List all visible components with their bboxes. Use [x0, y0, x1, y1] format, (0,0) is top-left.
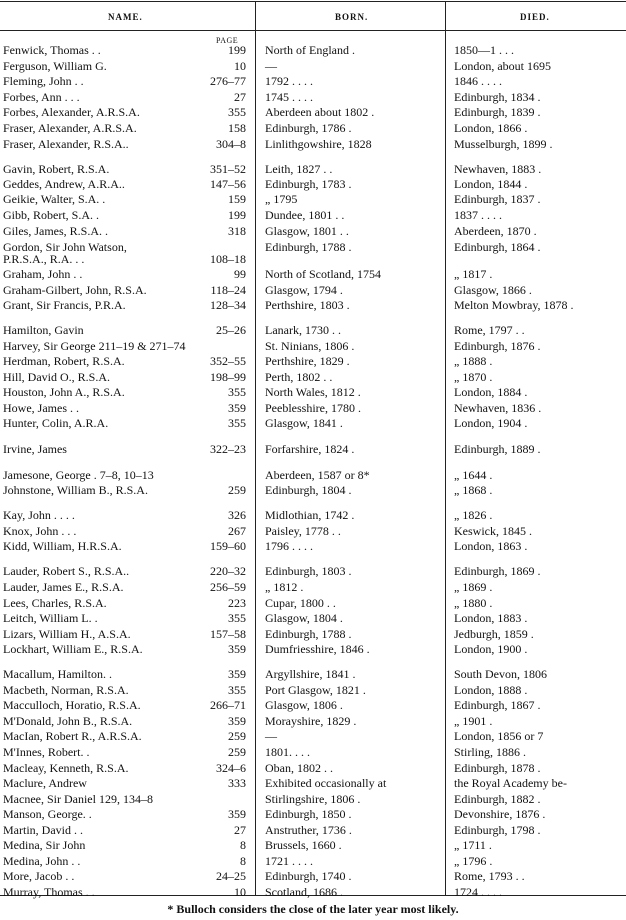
row-died: Edinburgh, 1876 .	[454, 339, 541, 353]
row-name: Macculloch, Horatio, R.S.A.	[3, 698, 141, 712]
row-died: 1837 . . . .	[454, 208, 502, 222]
row-born: Midlothian, 1742 .	[265, 508, 355, 522]
row-name: Forbes, Ann . . .	[3, 90, 80, 104]
row-born: Edinburgh, 1740 .	[265, 869, 352, 883]
row-died: 1850—1 . . .	[454, 43, 514, 57]
row-page: 8	[240, 854, 246, 868]
row-born: —	[265, 59, 277, 73]
row-died: Edinburgh, 1834 .	[454, 90, 541, 104]
row-died: 1724 . . . .	[454, 885, 502, 899]
row-name: Harvey, Sir George 211–19 & 271–74	[3, 339, 186, 353]
row-name: Giles, James, R.S.A. .	[3, 224, 108, 238]
row-page: 99	[234, 267, 246, 281]
row-died: the Royal Academy be-	[454, 776, 567, 790]
row-born: Forfarshire, 1824 .	[265, 442, 355, 456]
row-name: Kay, John . . . .	[3, 508, 75, 522]
row-died: „ 1711 .	[454, 838, 492, 852]
row-page: 259	[228, 745, 246, 759]
row-name: Martin, David . .	[3, 823, 83, 837]
row-name: M'Innes, Robert. .	[3, 745, 90, 759]
row-born: Glasgow, 1801 . .	[265, 224, 349, 238]
row-died: 1846 . . . .	[454, 74, 502, 88]
row-name: M'Donald, John B., R.S.A.	[3, 714, 133, 728]
row-born: Peeblesshire, 1780 .	[265, 401, 361, 415]
row-page: 322–23	[210, 442, 246, 456]
row-born: St. Ninians, 1806 .	[265, 339, 355, 353]
row-died: „ 1868 .	[454, 483, 493, 497]
row-died: London, about 1695	[454, 59, 551, 73]
row-name: P.R.S.A., R.A. . .	[3, 252, 85, 266]
row-died: „ 1796 .	[454, 854, 493, 868]
footnote: * Bulloch considers the close of the later year most likely.	[167, 902, 459, 916]
row-born: Dumfriesshire, 1846 .	[265, 642, 370, 656]
row-born: Aberdeen, 1587 or 8*	[265, 468, 370, 482]
row-died: London, 1904 .	[454, 416, 528, 430]
row-born: Leith, 1827 . .	[265, 162, 333, 176]
row-died: Rome, 1793 . .	[454, 869, 525, 883]
row-page: 259	[228, 729, 246, 743]
row-died: „ 1826 .	[454, 508, 493, 522]
row-page: 276–77	[210, 74, 246, 88]
row-page: 359	[228, 667, 246, 681]
row-born: 1801. . . .	[265, 745, 310, 759]
row-died: London, 1883 .	[454, 611, 528, 625]
row-died: „ 1870 .	[454, 370, 493, 384]
row-name: Graham, John . .	[3, 267, 83, 281]
row-born: Lanark, 1730 . .	[265, 323, 341, 337]
row-died: London, 1844 .	[454, 177, 528, 191]
row-page: 158	[228, 121, 246, 135]
row-died: Devonshire, 1876 .	[454, 807, 546, 821]
row-died: Edinburgh, 1864 .	[454, 240, 541, 254]
row-name: Macallum, Hamilton. .	[3, 667, 112, 681]
row-page: 359	[228, 714, 246, 728]
row-died: London, 1888 .	[454, 683, 528, 697]
row-name: More, Jacob . .	[3, 869, 75, 883]
row-died: Edinburgh, 1889 .	[454, 442, 541, 456]
row-born: Edinburgh, 1803 .	[265, 564, 352, 578]
row-born: Stirlingshire, 1806 .	[265, 792, 361, 806]
row-page: 159	[228, 192, 246, 206]
row-name: Grant, Sir Francis, P.R.A.	[3, 298, 126, 312]
row-born: Perthshire, 1829 .	[265, 354, 350, 368]
row-name: Lockhart, William E., R.S.A.	[3, 642, 143, 656]
row-page: 326	[228, 508, 246, 522]
row-name: Hunter, Colin, A.R.A.	[3, 416, 109, 430]
row-died: Aberdeen, 1870 .	[454, 224, 537, 238]
row-page: 147–56	[210, 177, 246, 191]
header-page: PAGE	[216, 36, 239, 45]
row-died: „ 1880 .	[454, 596, 493, 610]
row-page: 266–71	[210, 698, 246, 712]
row-born: North Wales, 1812 .	[265, 385, 361, 399]
row-died: Edinburgh, 1878 .	[454, 761, 541, 775]
row-page: 198–99	[210, 370, 246, 384]
row-name: Macnee, Sir Daniel 129, 134–8	[3, 792, 153, 806]
row-born: Argyllshire, 1841 .	[265, 667, 356, 681]
row-born: Edinburgh, 1786 .	[265, 121, 352, 135]
row-name: Gibb, Robert, S.A. .	[3, 208, 99, 222]
row-died: Glasgow, 1866 .	[454, 283, 532, 297]
row-born: Glasgow, 1806 .	[265, 698, 343, 712]
row-died: Edinburgh, 1869 .	[454, 564, 541, 578]
row-born: Morayshire, 1829 .	[265, 714, 357, 728]
row-page: 355	[228, 416, 246, 430]
row-born: 1792 . . . .	[265, 74, 313, 88]
row-name: Fraser, Alexander, A.R.S.A.	[3, 121, 137, 135]
row-died: „ 1888 .	[454, 354, 493, 368]
row-died: London, 1866 .	[454, 121, 528, 135]
row-name: Macleay, Kenneth, R.S.A.	[3, 761, 129, 775]
row-died: „ 1817 .	[454, 267, 493, 281]
row-name: Forbes, Alexander, A.R.S.A.	[3, 105, 140, 119]
row-page: 304–8	[216, 137, 246, 151]
row-name: Lizars, William H., A.S.A.	[3, 627, 131, 641]
row-name: Knox, John . . .	[3, 524, 77, 538]
row-page: 355	[228, 385, 246, 399]
row-born: Port Glasgow, 1821 .	[265, 683, 366, 697]
row-died: Edinburgh, 1882 .	[454, 792, 541, 806]
row-page: 199	[228, 43, 246, 57]
row-name: Leitch, William L. .	[3, 611, 98, 625]
row-name: Fraser, Alexander, R.S.A..	[3, 137, 129, 151]
row-page: 10	[234, 885, 246, 899]
row-died: Edinburgh, 1839 .	[454, 105, 541, 119]
row-page: 352–55	[210, 354, 246, 368]
row-died: Stirling, 1886 .	[454, 745, 527, 759]
row-name: Lauder, James E., R.S.A.	[3, 580, 124, 594]
top-rule	[0, 1, 626, 2]
row-born: 1721 . . . .	[265, 854, 313, 868]
row-name: Lees, Charles, R.S.A.	[3, 596, 107, 610]
row-page: 359	[228, 401, 246, 415]
row-name: Macbeth, Norman, R.S.A.	[3, 683, 129, 697]
row-born: Edinburgh, 1783 .	[265, 177, 352, 191]
row-died: Musselburgh, 1899 .	[454, 137, 553, 151]
row-name: Ferguson, William G.	[3, 59, 107, 73]
column-divider-born-died	[445, 1, 446, 895]
row-name: Graham-Gilbert, John, R.S.A.	[3, 283, 147, 297]
row-born: Edinburgh, 1804 .	[265, 483, 352, 497]
header-died: DIED.	[520, 12, 550, 22]
row-born: Exhibited occasionally at	[265, 776, 387, 790]
row-name: Houston, John A., R.S.A.	[3, 385, 125, 399]
row-name: Murray, Thomas . .	[3, 885, 95, 899]
row-page: 324–6	[216, 761, 246, 775]
row-page: 267	[228, 524, 246, 538]
row-name: Gordon, Sir John Watson,	[3, 240, 127, 254]
row-page: 159–60	[210, 539, 246, 553]
row-page: 318	[228, 224, 246, 238]
row-page: 355	[228, 611, 246, 625]
row-name: Manson, George. .	[3, 807, 92, 821]
row-page: 333	[228, 776, 246, 790]
row-born: Linlithgowshire, 1828	[265, 137, 372, 151]
row-born: Scotland, 1686 .	[265, 885, 343, 899]
row-page: 25–26	[216, 323, 246, 337]
row-born: Glasgow, 1804 .	[265, 611, 343, 625]
row-born: Brussels, 1660 .	[265, 838, 342, 852]
row-born: North of Scotland, 1754	[265, 267, 381, 281]
row-born: „ 1812 .	[265, 580, 304, 594]
row-died: Jedburgh, 1859 .	[454, 627, 534, 641]
row-page: 355	[228, 105, 246, 119]
row-name: Maclure, Andrew	[3, 776, 87, 790]
row-name: Hamilton, Gavin	[3, 323, 84, 337]
row-born: Edinburgh, 1788 .	[265, 240, 352, 254]
row-born: —	[265, 729, 277, 743]
row-name: Howe, James . .	[3, 401, 79, 415]
row-page: 256–59	[210, 580, 246, 594]
row-born: Glasgow, 1841 .	[265, 416, 343, 430]
row-name: Medina, John . .	[3, 854, 81, 868]
row-name: MacIan, Robert R., A.R.S.A.	[3, 729, 142, 743]
row-page: 27	[234, 823, 246, 837]
row-name: Lauder, Robert S., R.S.A..	[3, 564, 130, 578]
row-name: Hill, David O., R.S.A.	[3, 370, 111, 384]
row-name: Gavin, Robert, R.S.A.	[3, 162, 110, 176]
row-page: 223	[228, 596, 246, 610]
row-born: Paisley, 1778 . .	[265, 524, 341, 538]
row-born: Perth, 1802 . .	[265, 370, 333, 384]
row-born: Perthshire, 1803 .	[265, 298, 350, 312]
row-died: Rome, 1797 . .	[454, 323, 525, 337]
row-page: 351–52	[210, 162, 246, 176]
row-name: Fenwick, Thomas . .	[3, 43, 101, 57]
row-died: Newhaven, 1836 .	[454, 401, 542, 415]
row-born: North of England .	[265, 43, 355, 57]
row-name: Johnstone, William B., R.S.A.	[3, 483, 148, 497]
row-born: Anstruther, 1736 .	[265, 823, 352, 837]
row-name: Geikie, Walter, S.A. .	[3, 192, 106, 206]
row-died: Edinburgh, 1798 .	[454, 823, 541, 837]
row-page: 8	[240, 838, 246, 852]
row-born: Glasgow, 1794 .	[265, 283, 343, 297]
row-died: „ 1869 .	[454, 580, 493, 594]
row-died: Newhaven, 1883 .	[454, 162, 542, 176]
row-died: Edinburgh, 1867 .	[454, 698, 541, 712]
row-born: „ 1795	[265, 192, 298, 206]
row-born: Oban, 1802 . .	[265, 761, 333, 775]
row-died: „ 1901 .	[454, 714, 493, 728]
row-page: 220–32	[210, 564, 246, 578]
row-name: Kidd, William, H.R.S.A.	[3, 539, 122, 553]
row-died: Keswick, 1845 .	[454, 524, 532, 538]
row-born: Edinburgh, 1850 .	[265, 807, 352, 821]
row-page: 355	[228, 683, 246, 697]
row-died: South Devon, 1806	[454, 667, 547, 681]
row-born: 1796 . . . .	[265, 539, 313, 553]
row-born: Cupar, 1800 . .	[265, 596, 336, 610]
row-name: Irvine, James	[3, 442, 67, 456]
row-page: 10	[234, 59, 246, 73]
row-page: 128–34	[210, 298, 246, 312]
row-died: Edinburgh, 1837 .	[454, 192, 541, 206]
column-divider-name-born	[255, 1, 256, 895]
row-born: Dundee, 1801 . .	[265, 208, 345, 222]
row-page: 27	[234, 90, 246, 104]
row-page: 108–18	[210, 252, 246, 266]
row-page: 359	[228, 807, 246, 821]
row-born: Aberdeen about 1802 .	[265, 105, 375, 119]
row-page: 118–24	[210, 283, 246, 297]
row-page: 259	[228, 483, 246, 497]
row-born: Edinburgh, 1788 .	[265, 627, 352, 641]
row-died: Melton Mowbray, 1878 .	[454, 298, 574, 312]
row-page: 359	[228, 642, 246, 656]
row-page: 157–58	[210, 627, 246, 641]
row-page: 199	[228, 208, 246, 222]
header-name: NAME.	[108, 12, 143, 22]
header-born: BORN.	[335, 12, 369, 22]
row-died: London, 1856 or 7	[454, 729, 544, 743]
row-name: Jamesone, George . 7–8, 10–13	[3, 468, 154, 482]
row-name: Herdman, Robert, R.S.A.	[3, 354, 125, 368]
row-name: Geddes, Andrew, A.R.A..	[3, 177, 125, 191]
row-name: Fleming, John . .	[3, 74, 84, 88]
row-page: 24–25	[216, 869, 246, 883]
row-died: London, 1863 .	[454, 539, 528, 553]
row-born: 1745 . . . .	[265, 90, 313, 104]
row-died: „ 1644 .	[454, 468, 493, 482]
row-died: London, 1884 .	[454, 385, 528, 399]
header-rule	[0, 30, 626, 31]
row-died: London, 1900 .	[454, 642, 528, 656]
row-name: Medina, Sir John	[3, 838, 86, 852]
